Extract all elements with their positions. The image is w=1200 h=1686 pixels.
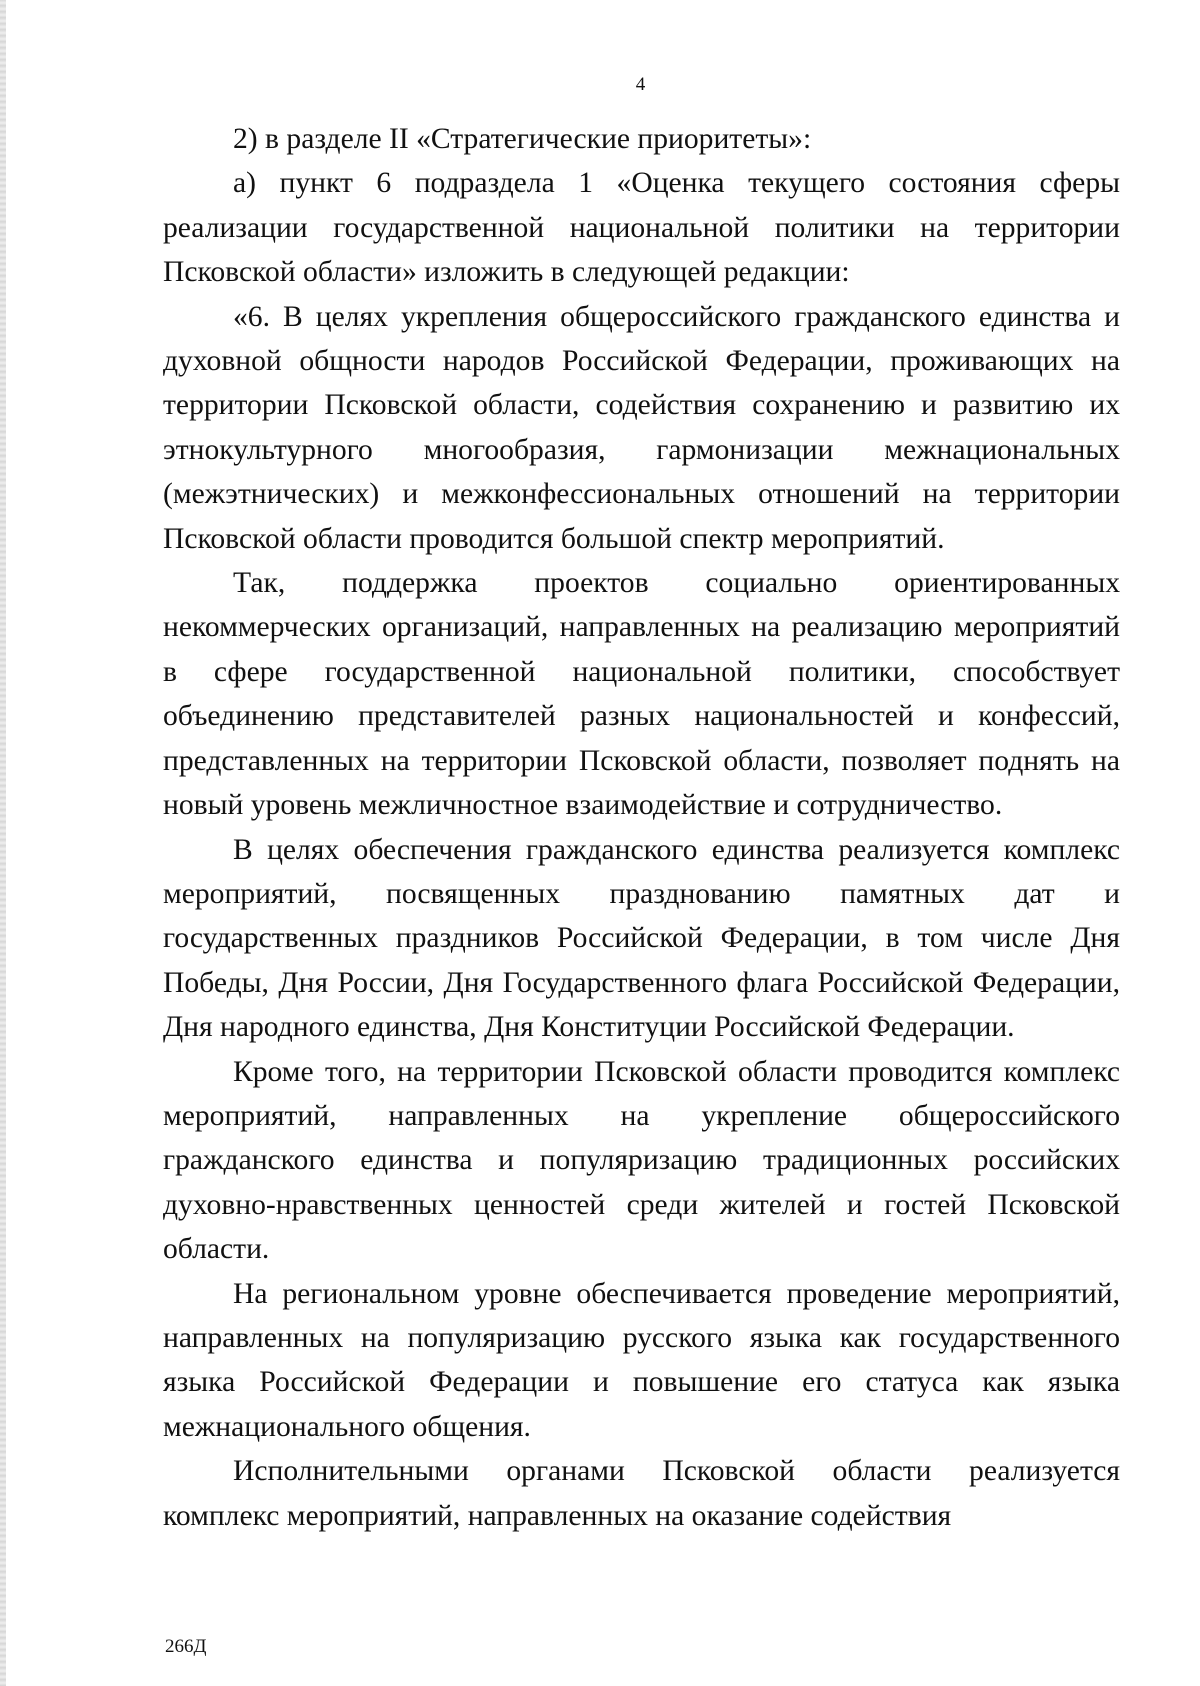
- paragraph-civil-unity: В целях обеспечения гражданского единства реализуется комплекс мероприятий, посвященных празднованию памятных дат и государственных праздников Российской Федерации, в том числе Дня Победы, Дня России, Дня Государственного флага Российской Федерации, Дня народного единства, Дня Конституции Российской Федерации.: [163, 833, 1120, 1044]
- scan-edge: [0, 0, 6, 1686]
- document-body: [163, 117, 1120, 1538]
- paragraph-item-a: а) пункт 6 подраздела 1 «Оценка текущего состояния сферы реализации государственной национальной политики на территории Псковской области» изложить в следующей редакции:: [163, 167, 1120, 289]
- paragraph-traditional-values: Кроме того, на территории Псковской области проводится комплекс мероприятий, направленных на укрепление общероссийского гражданского единства и популяризацию традиционных российских духовно-нравственных ценностей среди жителей и гостей Псковской области.: [163, 1055, 1120, 1266]
- paragraph-nko-support: Так, поддержка проектов социально ориентированных некоммерческих организаций, направленных на реализацию мероприятий в сфере государственной национальной политики, способствует объединению представителей разных национальностей и конфессий, представленных на территории Псковской области, позволяет поднять на новый уровень межличностное взаимодействие и сотрудничество.: [163, 567, 1120, 822]
- paragraph-section-ii: 2) в разделе II «Стратегические приоритеты»:: [233, 123, 812, 155]
- paragraph-executive-bodies: Исполнительными органами Псковской области реализуется комплекс мероприятий, направленных на оказание содействия: [163, 1455, 1120, 1532]
- paragraph-russian-language: На региональном уровне обеспечивается проведение мероприятий, направленных на популяризацию русского языка как государственного языка Российской Федерации и повышение его статуса как языка межнационального общения.: [163, 1277, 1120, 1443]
- document-code: 266Д: [165, 1636, 207, 1657]
- page-number: 4: [635, 74, 646, 95]
- paragraph-point-6: «6. В целях укрепления общероссийского гражданского единства и духовной общности народов Российской Федерации, проживающих на территории Псковской области, содействия сохранению и развитию их этнокультурного многообразия, гармонизации межнациональных (межэтнических) и межконфессиональных отношений на территории Псковской области проводится большой спектр мероприятий.: [163, 300, 1120, 555]
